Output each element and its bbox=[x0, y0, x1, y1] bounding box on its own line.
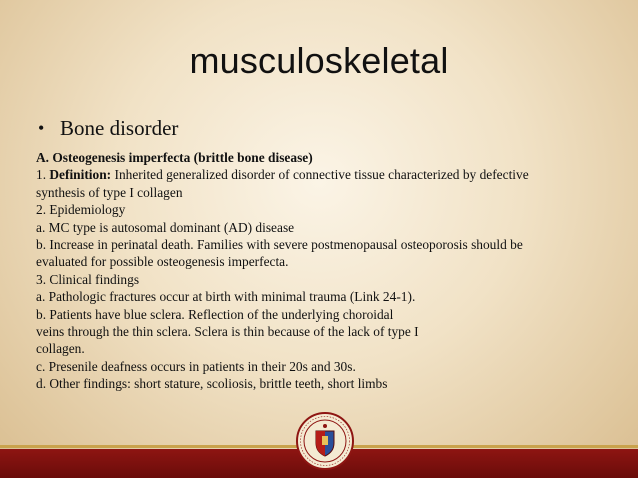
body-line: evaluated for possible osteogenesis imperfecta. bbox=[36, 254, 289, 270]
bullet-text: Bone disorder bbox=[60, 116, 179, 140]
section-heading: A. Osteogenesis imperfecta (brittle bone disease) bbox=[36, 150, 313, 165]
body-line: 2. Epidemiology bbox=[36, 202, 126, 218]
body-line: a. Pathologic fractures occur at birth with minimal trauma (Link 24-1). bbox=[36, 289, 416, 305]
body-line: b. Patients have blue sclera. Reflection of the underlying choroidal bbox=[36, 306, 394, 322]
line-text: Inherited generalized disorder of connective tissue characterized by defective bbox=[111, 167, 529, 183]
bullet-item bbox=[38, 116, 178, 141]
bullet-icon: • bbox=[38, 118, 45, 138]
university-seal-icon bbox=[296, 412, 354, 470]
body-line: c. Presenile deafness occurs in patients in their 20s and 30s. bbox=[36, 358, 356, 374]
slide-title: musculoskeletal bbox=[189, 40, 449, 81]
body-line bbox=[36, 166, 616, 183]
body-line: synthesis of type I collagen bbox=[36, 184, 183, 200]
body-line: 3. Clinical findings bbox=[36, 271, 140, 287]
line-prefix: 1. bbox=[36, 167, 50, 183]
definition-label: Definition: bbox=[49, 167, 112, 183]
body-line bbox=[36, 149, 616, 166]
body-line: veins through the thin sclera. Sclera is thin because of the lack of type I bbox=[36, 324, 419, 340]
slide-body bbox=[36, 149, 616, 393]
body-line: d. Other findings: short stature, scoliosis, brittle teeth, short limbs bbox=[36, 376, 388, 392]
body-line: collagen. bbox=[36, 341, 85, 357]
body-line: a. MC type is autosomal dominant (AD) disease bbox=[36, 219, 295, 235]
body-line: b. Increase in perinatal death. Families with severe postmenopausal osteoporosis should be bbox=[36, 237, 523, 253]
